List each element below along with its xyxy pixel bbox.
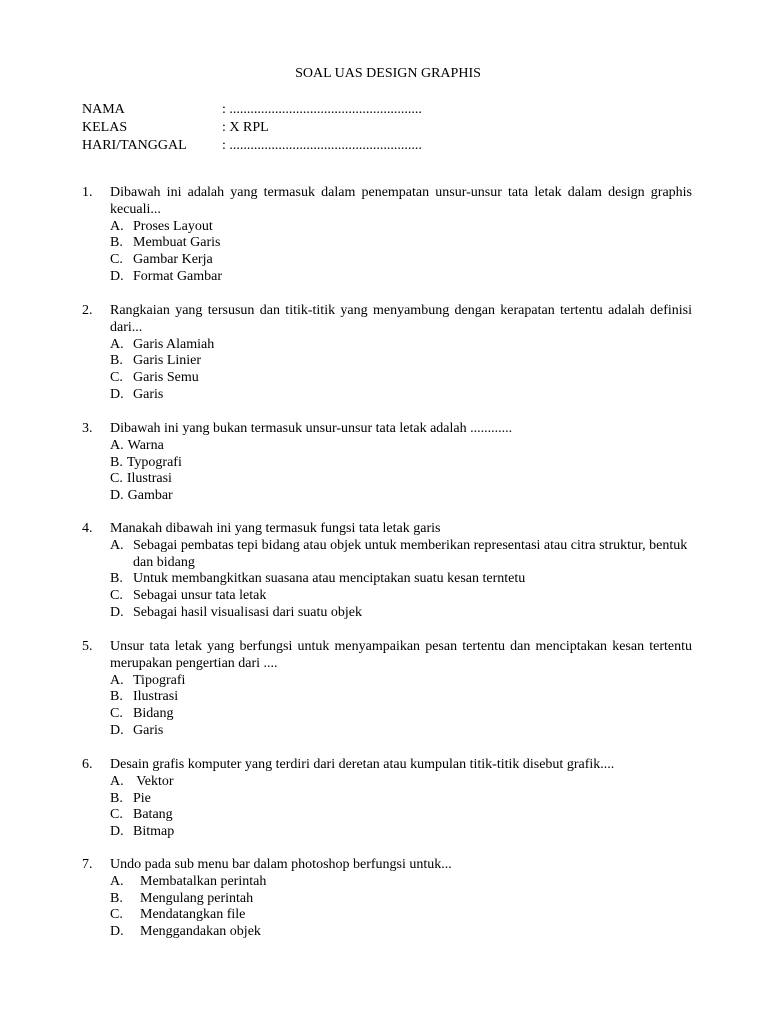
question-text: Dibawah ini adalah yang termasuk dalam penempatan unsur-unsur tata letak dalam design graphis kecuali...: [110, 185, 692, 217]
option-letter: C.: [110, 252, 123, 268]
option-b: [110, 891, 692, 908]
question-number: 6.: [82, 757, 93, 772]
option-b: [110, 455, 692, 472]
option-letter: A.: [110, 218, 124, 234]
option-text: Menggandakan objek: [140, 924, 261, 940]
option-d: [110, 924, 692, 941]
option-letter: B.: [110, 790, 123, 806]
option-letter: D.: [110, 386, 124, 402]
identity-row-hari-tanggal: [82, 137, 422, 155]
question-text: Desain grafis komputer yang terdiri dari deretan atau kumpulan titik-titik disebut grafik....: [110, 757, 615, 772]
option-text: Sebagai hasil visualisasi dari suatu objek: [133, 604, 363, 620]
question-3: [82, 421, 692, 505]
option-text: Garis: [133, 722, 164, 738]
question-7: [82, 857, 692, 941]
identity-value: : X RPL: [222, 120, 269, 135]
option-text: Format Gambar: [133, 268, 223, 284]
option-text: Gambar: [127, 488, 173, 504]
option-text: Mengulang perintah: [140, 890, 254, 906]
option-letter: D.: [110, 824, 124, 840]
identity-label: KELAS: [82, 120, 128, 135]
option-letter: C.: [110, 471, 123, 487]
option-text: Typografi: [126, 454, 182, 470]
question-4: [82, 521, 692, 622]
question-text: Undo pada sub menu bar dalam photoshop berfungsi untuk...: [110, 857, 452, 872]
question-5: [82, 639, 692, 740]
option-letter: A.: [110, 873, 124, 889]
option-a: [110, 337, 692, 354]
question-6: [82, 757, 692, 841]
option-letter: D.: [110, 722, 124, 738]
option-c: [110, 471, 692, 488]
option-letter: A.: [110, 437, 124, 453]
option-text: Bidang: [133, 706, 174, 722]
option-b: [110, 791, 692, 808]
option-letter: D.: [110, 488, 124, 504]
option-c: [110, 588, 692, 605]
option-d: [110, 605, 692, 622]
option-text: Garis: [133, 386, 164, 402]
question-number: 5.: [82, 639, 93, 654]
option-text: Warna: [127, 437, 164, 453]
option-letter: B.: [110, 689, 123, 705]
page-title: SOAL UAS DESIGN GRAPHIS: [295, 66, 481, 81]
option-a: [110, 673, 692, 690]
option-letter: C.: [110, 706, 123, 722]
question-number: 4.: [82, 521, 93, 536]
option-letter: B.: [110, 235, 123, 251]
option-letter: C.: [110, 370, 123, 386]
option-text: Garis Alamiah: [133, 336, 215, 352]
question-text: Dibawah ini yang bukan termasuk unsur-unsur tata letak adalah ............: [110, 421, 513, 436]
question-text: Manakah dibawah ini yang termasuk fungsi tata letak garis: [110, 521, 441, 536]
option-text: Garis Linier: [133, 353, 202, 369]
option-letter: D.: [110, 924, 124, 940]
question-number: 7.: [82, 857, 93, 872]
option-b: [110, 689, 692, 706]
option-text: Batang: [133, 807, 173, 823]
option-text: Bitmap: [133, 824, 175, 840]
identity-label: NAMA: [82, 102, 125, 117]
option-text: Untuk membangkitkan suasana atau menciptakan suatu kesan terntetu: [133, 571, 526, 587]
identity-value: : .......................................................: [222, 138, 422, 153]
option-text: Pie: [133, 790, 151, 806]
option-a: [110, 438, 692, 455]
option-letter: D.: [110, 604, 124, 620]
option-a: [110, 538, 693, 572]
identity-row-kelas: [82, 119, 269, 137]
option-text: Mendatangkan file: [140, 907, 246, 923]
option-letter: A.: [110, 773, 124, 789]
option-b: [110, 353, 692, 370]
question-number: 2.: [82, 303, 93, 318]
option-letter: D.: [110, 268, 124, 284]
option-a: [110, 774, 692, 791]
option-a: [110, 874, 692, 891]
option-letter: C.: [110, 907, 123, 923]
option-d: [110, 723, 692, 740]
option-text: Membatalkan perintah: [140, 873, 267, 889]
option-letter: C.: [110, 588, 123, 604]
option-text: Sebagai unsur tata letak: [133, 588, 267, 604]
identity-value: : .......................................................: [222, 102, 422, 117]
option-letter: C.: [110, 807, 123, 823]
option-c: [110, 252, 692, 269]
option-letter: A.: [110, 537, 124, 553]
option-text: Ilustrasi: [133, 689, 179, 705]
option-a: [110, 219, 692, 236]
option-d: [110, 269, 692, 286]
option-text: Proses Layout: [133, 218, 213, 234]
option-text: Vektor: [133, 773, 174, 789]
option-letter: A.: [110, 336, 124, 352]
option-letter: B.: [110, 454, 123, 470]
option-text: Membuat Garis: [133, 235, 221, 251]
option-letter: B.: [110, 571, 123, 587]
question-text: Unsur tata letak yang berfungsi untuk menyampaikan pesan tertentu dan menciptakan kesan tertentu merupakan pengertian dari ....: [110, 639, 692, 671]
option-text: Sebagai pembatas tepi bidang atau objek untuk memberikan representasi atau citra struktur, bentuk dan bidang: [133, 537, 688, 570]
question-text: Rangkaian yang tersusun dan titik-titik yang menyambung dengan kerapatan tertentu adalah definisi dari...: [110, 303, 692, 335]
question-number: 1.: [82, 185, 93, 200]
option-b: [110, 571, 692, 588]
option-c: [110, 370, 692, 387]
option-letter: B.: [110, 353, 123, 369]
option-letter: B.: [110, 890, 123, 906]
question-1: [82, 185, 692, 286]
question-2: [82, 303, 692, 404]
option-text: Tipografi: [133, 672, 186, 688]
option-text: Gambar Kerja: [133, 252, 213, 268]
option-letter: A.: [110, 672, 124, 688]
option-c: [110, 907, 692, 924]
option-d: [110, 488, 692, 505]
question-number: 3.: [82, 421, 93, 436]
option-c: [110, 706, 692, 723]
option-c: [110, 807, 692, 824]
identity-label: HARI/TANGGAL: [82, 138, 187, 153]
identity-row-nama: [82, 101, 422, 119]
option-text: Garis Semu: [133, 370, 199, 386]
option-d: [110, 824, 692, 841]
option-text: Ilustrasi: [126, 471, 172, 487]
option-b: [110, 235, 692, 252]
option-d: [110, 387, 692, 404]
